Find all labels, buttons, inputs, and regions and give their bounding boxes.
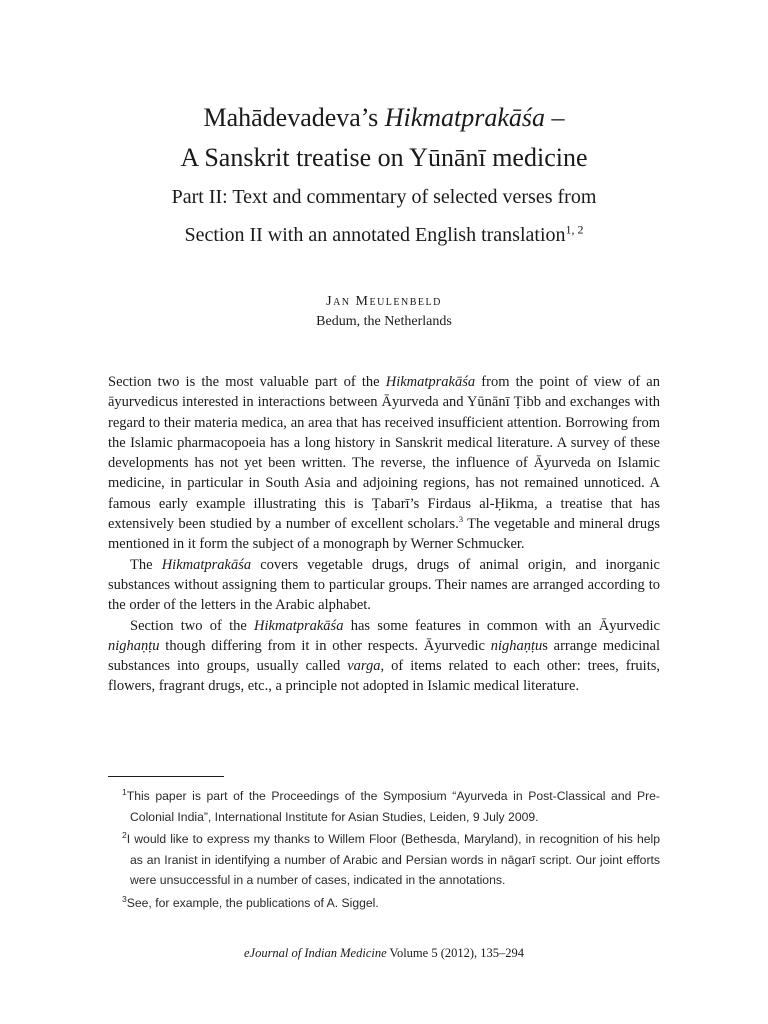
title-prefix: Mahādevadeva’s [203,103,385,132]
footnote-text: See, for example, the publications of A. Siggel. [126,895,379,910]
body-text [108,372,660,697]
text-run: Section two of the [130,617,255,634]
text-run: has some features in common with an Āyurvedic [343,617,660,634]
footnote-ref-1-2[interactable]: 1, 2 [565,222,584,237]
footnote-2 [108,829,660,891]
title-dash: – [545,103,565,132]
text-run: from the point of view of an āyurvedicus interested in interactions between Āyurveda and Yūnānī Ṭibb and exchanges with regard to their materia medica, an area that has received insufficient attention. Borrowing from the Islamic pharmacopoeia has a long history in Sanskrit medical literature. A survey of these developments has not yet been written. The reverse, the influence of Āyurveda on Islamic medicine, in particular in South Asia and adjoining regions, has not remained unnoticed. A famous early example illustrating this is Ṭabarī’s Firdaus al-Ḥikma, a treatise that has extensively been studied by a number of excellent scholars. [108,374,660,533]
journal-citation [60,944,708,962]
text-run: The [130,556,162,573]
text-run: covers vegetable drugs, drugs of animal origin, and inorganic substances without assigning them to particular groups. Their names are arranged according to the order of the letters in the Arabic alphabet. [108,556,660,614]
text-run: The vegetable and mineral drugs mentioned in it form the subject of a monograph by Werner Schmucker. [108,516,660,553]
footnote-text: This paper is part of the Proceedings of the Symposium “Ayurveda in Post-Classical and Pre-Colonial India”, International Institute for Asian Studies, Leiden, 9 July 2009. [126,789,660,824]
italic-term: nighaṇṭu [108,637,160,654]
italic-term: nighaṇṭu [490,637,543,654]
paper-title-line-2: A Sanskrit treatise on Yūnānī medicine [180,143,588,172]
title-italic-work: Hikmatprakāśa [384,103,546,132]
paper-title-line-1 [60,98,708,138]
title-block [60,98,708,254]
text-run: s arrange medicinal substances into groups, usually called [108,637,660,675]
journal-volume-pages: Volume 5 (2012), 135–294 [386,946,525,960]
paragraph-3 [108,616,660,697]
footnote-number: 2 [122,829,127,840]
author-block [60,292,708,332]
footnote-3 [108,893,660,914]
footnotes [108,786,660,915]
footnote-1 [108,786,660,827]
author-affiliation: Bedum, the Netherlands [316,314,452,329]
italic-work-title: Hikmatprakāśa [385,374,476,390]
italic-work-title: Hikmatprakāśa [254,617,344,634]
paragraph-1 [108,372,660,555]
author-name: Jan Meulenbeld [326,294,442,309]
footnote-ref-3[interactable]: 3 [458,514,464,525]
text-run: , of items related to each other: trees, fruits, flowers, fragrant drugs, etc., a principle not adopted in Islamic medical literature. [108,658,660,695]
footnote-number: 3 [122,893,127,904]
footnote-divider [108,776,224,777]
subtitle-text: Section II with an annotated English translation [184,224,566,246]
paragraph-2 [108,555,660,616]
subtitle-line-1: Part II: Text and commentary of selected verses from [171,186,597,208]
text-run: though differing from it in other respects. Āyurvedic [159,637,491,654]
italic-term: varga [347,658,381,675]
footnote-number: 1 [122,786,127,797]
subtitle-line-2 [60,216,708,254]
text-run: Section two is the most valuable part of the [108,374,386,390]
italic-work-title: Hikmatprakāśa [161,556,252,573]
journal-name: eJournal of Indian Medicine [243,946,387,960]
footnote-text: I would like to express my thanks to Willem Floor (Bethesda, Maryland), in recognition of his help as an Iranist in identifying a number of Arabic and Persian words in nāgarī script. Our joint efforts were unsuccessful in a number of cases, indicated in the annotations. [126,832,660,887]
